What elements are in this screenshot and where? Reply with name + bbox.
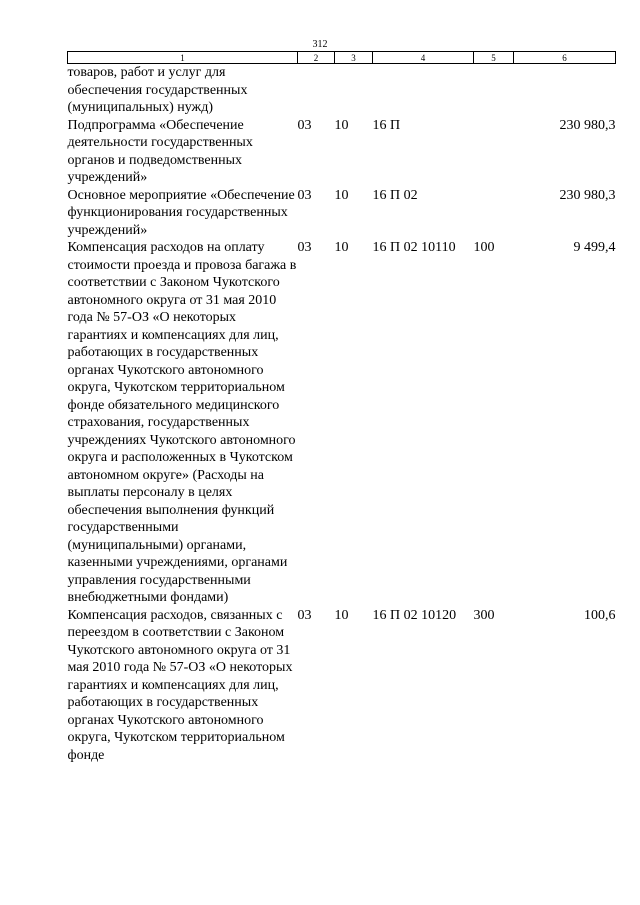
- row-name: Основное мероприятие «Обеспечение функционирования государственных учреждений»: [67, 187, 295, 238]
- header-col-1: 1: [68, 52, 298, 64]
- header-col-6: 6: [514, 52, 616, 64]
- table-row: [68, 117, 616, 187]
- row-section-code: 03: [297, 187, 312, 203]
- row-subsection-code: [335, 64, 373, 117]
- row-amount: 230 980,3: [559, 187, 616, 203]
- row-amount: [514, 64, 616, 117]
- row-expense-type: 300: [473, 607, 495, 623]
- row-target-code: 16 П 02 10120: [372, 607, 457, 623]
- row-name: Компенсация расходов, связанных с переездом в соответствии с Законом Чукотского автономного округа от 31 мая 2010 года № 57-ОЗ «О некоторых гарантиях и компенсациях для лиц, работающих в государственных органах Чукотского автономного округа, Чукотском территориальном фонде: [67, 607, 293, 763]
- row-amount: 230 980,3: [559, 117, 616, 133]
- budget-table: [67, 51, 616, 764]
- row-target-code: 16 П: [372, 117, 401, 133]
- row-expense-type: [474, 64, 514, 117]
- table-header: [68, 52, 616, 64]
- row-subsection-code: 10: [334, 117, 349, 133]
- row-name: товаров, работ и услуг для обеспечения государственных (муниципальных) нужд): [67, 65, 248, 115]
- table-row: [68, 607, 616, 765]
- header-col-2: 2: [298, 52, 335, 64]
- row-subsection-code: 10: [334, 187, 349, 203]
- row-amount: 9 499,4: [573, 240, 616, 255]
- page-number: 312: [312, 39, 328, 50]
- header-col-4: 4: [373, 52, 474, 64]
- row-name: Компенсация расходов на оплату стоимости проезда и провоза багажа в соответствии с Законом Чукотского автономного округа от 31 мая 2010 года № 57-ОЗ «О некоторых гарантиях и компенсациях для лиц, работающих в государственных органах Чукотского автономного округа, Чукотском территориальном фонде обязательного медицинского страхования, государственных учреждениях Чукотского автономного округа и расположенных в Чукотском автономном округе» (Расходы на выплаты персоналу в целях обеспечения выполнения функций государственными (муниципальными) органами, казенными учреждениями, органами управления государственными внебюджетными фондами): [67, 240, 297, 605]
- table-row: [68, 64, 616, 117]
- header-col-3: 3: [335, 52, 373, 64]
- row-expense-type: 100: [473, 240, 495, 255]
- row-section-code: 03: [297, 117, 312, 133]
- row-target-code: 16 П 02 10110: [372, 240, 456, 255]
- row-name: Подпрограмма «Обеспечение деятельности государственных органов и подведомственных учреждений»: [67, 117, 253, 185]
- table-row: [68, 239, 616, 607]
- row-expense-type: [474, 117, 514, 187]
- row-expense-type: [474, 187, 514, 240]
- row-subsection-code: 10: [334, 240, 349, 255]
- row-section-code: 03: [297, 240, 312, 255]
- row-target-code: 16 П 02: [372, 187, 418, 203]
- table-row: [68, 187, 616, 240]
- row-amount: 100,6: [584, 607, 616, 623]
- row-subsection-code: 10: [334, 607, 349, 623]
- header-col-5: 5: [474, 52, 514, 64]
- header-row: [68, 52, 616, 64]
- row-section-code: 03: [297, 607, 312, 623]
- row-section-code: [298, 64, 335, 117]
- row-target-code: [373, 64, 474, 117]
